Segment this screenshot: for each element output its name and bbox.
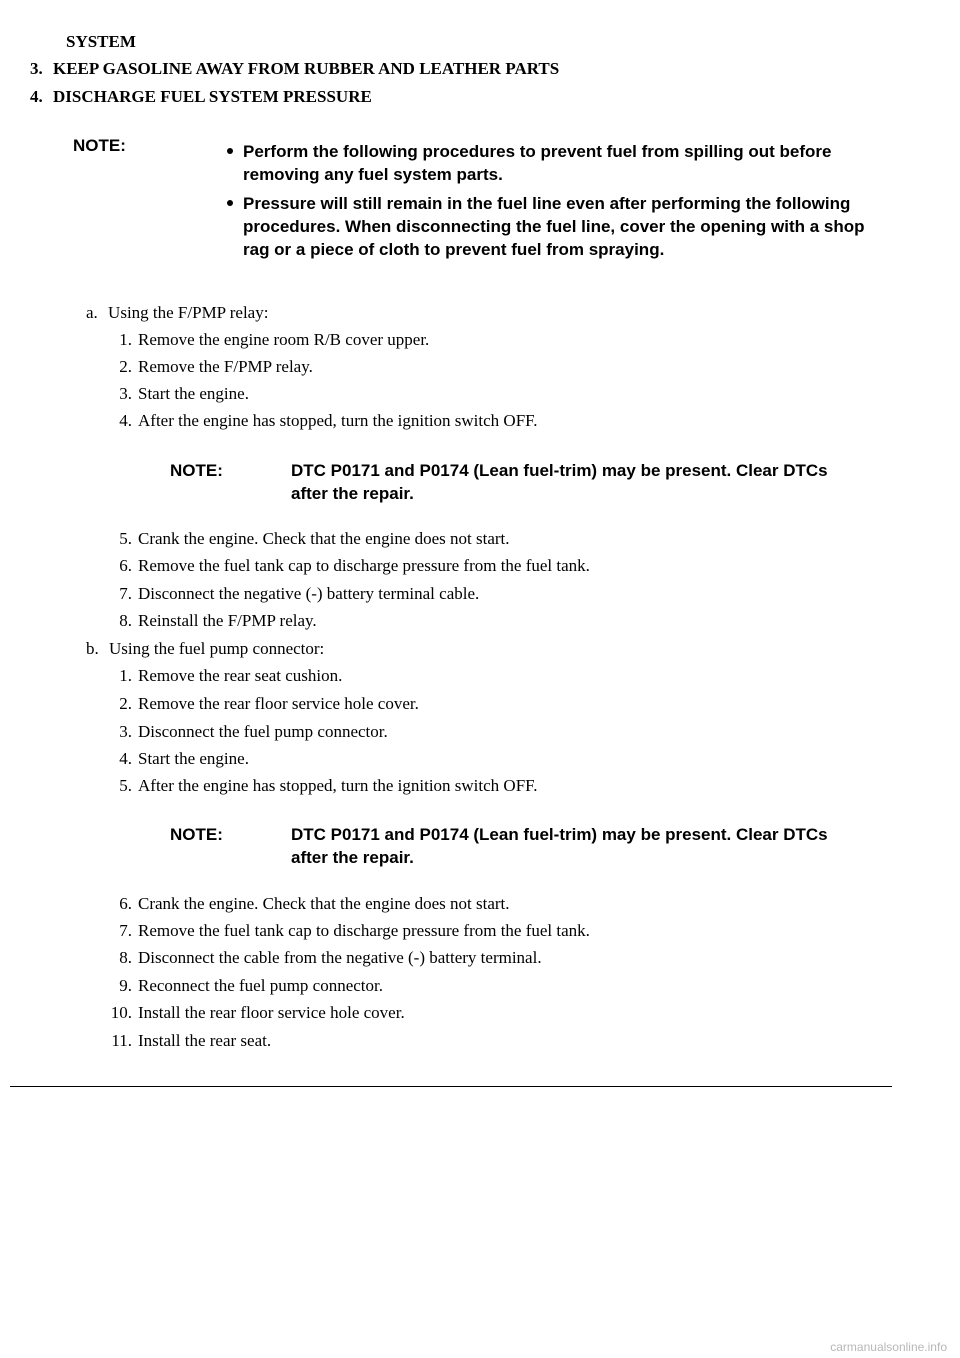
step-number: 7. — [119, 921, 132, 940]
step-number: 11. — [111, 1031, 132, 1050]
list-item — [108, 894, 510, 914]
note-bullet-list — [227, 140, 867, 267]
step-number: 8. — [119, 611, 132, 630]
step-number: 2. — [119, 694, 132, 713]
note-bullet: Perform the following procedures to prevent fuel from spilling out before removing any fuel system parts. — [227, 140, 867, 186]
section-a-heading — [86, 303, 268, 323]
step-text: After the engine has stopped, turn the ignition switch OFF. — [138, 776, 538, 795]
step-4-heading — [30, 87, 372, 107]
step-text: Remove the F/PMP relay. — [138, 357, 313, 376]
horizontal-rule — [10, 1086, 892, 1087]
step-text: Install the rear floor service hole cover. — [138, 1003, 405, 1022]
step-text: Remove the fuel tank cap to discharge pressure from the fuel tank. — [138, 921, 590, 940]
step-number: 3. — [119, 384, 132, 403]
step-number: 2. — [119, 357, 132, 376]
step-number: 5. — [119, 776, 132, 795]
note-label: NOTE: — [73, 136, 126, 155]
list-item — [108, 529, 510, 549]
list-item — [108, 611, 317, 631]
list-item — [108, 556, 590, 576]
step-text: Install the rear seat. — [138, 1031, 272, 1050]
step-number: 1. — [119, 330, 132, 349]
step-3-number: 3. — [30, 59, 43, 78]
step-3-heading — [30, 59, 559, 79]
section-b-label: b. — [86, 639, 99, 658]
step-number: 3. — [119, 722, 132, 741]
list-item — [108, 384, 249, 404]
step-text: Remove the fuel tank cap to discharge pressure from the fuel tank. — [138, 556, 590, 575]
step-text: Reconnect the fuel pump connector. — [138, 976, 383, 995]
step-4-title: DISCHARGE FUEL SYSTEM PRESSURE — [53, 87, 372, 106]
step-text: Disconnect the negative (-) battery terminal cable. — [138, 584, 480, 603]
note-text: DTC P0171 and P0174 (Lean fuel-trim) may be present. Clear DTCs after the repair. — [291, 461, 828, 503]
step-4-number: 4. — [30, 87, 43, 106]
list-item — [108, 976, 383, 996]
list-item — [108, 330, 429, 350]
list-item — [108, 1003, 405, 1023]
note-bullet: Pressure will still remain in the fuel line even after performing the following procedures. When disconnecting the fuel line, cover the opening with a shop rag or a piece of cloth to prevent fuel from spraying. — [227, 192, 867, 261]
step-3-title: KEEP GASOLINE AWAY FROM RUBBER AND LEATHER PARTS — [53, 59, 560, 78]
list-item — [108, 722, 388, 742]
step-text: Start the engine. — [138, 749, 249, 768]
list-item — [108, 776, 538, 796]
step-text: Disconnect the fuel pump connector. — [138, 722, 388, 741]
step-text: Reinstall the F/PMP relay. — [138, 611, 317, 630]
step-text: After the engine has stopped, turn the ignition switch OFF. — [138, 411, 538, 430]
step-text: Disconnect the cable from the negative (-) battery terminal. — [138, 948, 542, 967]
list-item — [108, 357, 313, 377]
section-b-title: Using the fuel pump connector: — [109, 639, 325, 658]
step-text: Start the engine. — [138, 384, 249, 403]
section-a-label: a. — [86, 303, 98, 322]
step-number: 9. — [119, 976, 132, 995]
step-number: 6. — [119, 556, 132, 575]
step-number: 8. — [119, 948, 132, 967]
list-item — [108, 666, 342, 686]
note-label: NOTE: — [170, 461, 223, 480]
heading-system: SYSTEM — [66, 32, 136, 51]
step-number: 5. — [119, 529, 132, 548]
section-a-title: Using the F/PMP relay: — [108, 303, 269, 322]
list-item — [108, 1031, 271, 1051]
list-item — [108, 411, 538, 431]
step-number: 10. — [110, 1003, 132, 1022]
section-b-heading — [86, 639, 324, 659]
step-text: Remove the rear floor service hole cover. — [138, 694, 419, 713]
note-label: NOTE: — [170, 825, 223, 844]
list-item — [108, 584, 479, 604]
step-number: 6. — [119, 894, 132, 913]
list-item — [108, 948, 542, 968]
note-text: DTC P0171 and P0174 (Lean fuel-trim) may be present. Clear DTCs after the repair. — [291, 825, 828, 867]
step-number: 1. — [119, 666, 132, 685]
list-item — [108, 749, 249, 769]
list-item — [108, 694, 419, 714]
step-number: 4. — [119, 749, 132, 768]
step-text: Crank the engine. Check that the engine does not start. — [138, 529, 510, 548]
watermark-text: carmanualsonline.info — [830, 1340, 947, 1354]
step-text: Crank the engine. Check that the engine does not start. — [138, 894, 510, 913]
step-number: 7. — [119, 584, 132, 603]
step-text: Remove the rear seat cushion. — [138, 666, 343, 685]
step-number: 4. — [119, 411, 132, 430]
list-item — [108, 921, 590, 941]
step-text: Remove the engine room R/B cover upper. — [138, 330, 430, 349]
